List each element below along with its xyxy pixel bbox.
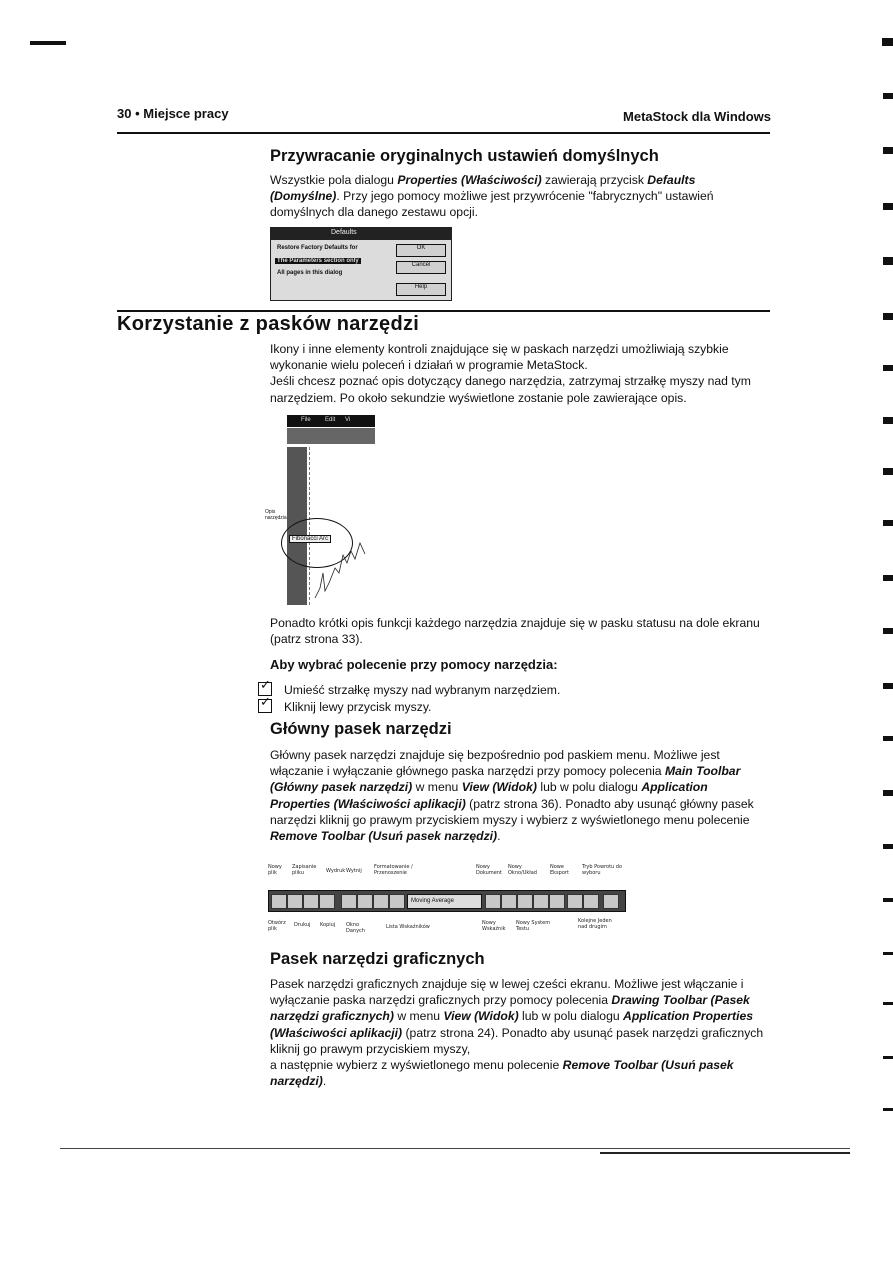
- print-icon[interactable]: [319, 894, 335, 909]
- toolbar-label-bottom: Kopiuj: [320, 922, 336, 928]
- howto-title: Aby wybrać polecenie przy pomocy narzędzia:: [270, 657, 558, 672]
- data-window-icon[interactable]: [389, 894, 405, 909]
- indicator-list-combo[interactable]: Moving Average: [407, 894, 482, 909]
- step-2: ✓Kliknij lewy przycisk myszy.: [258, 699, 431, 715]
- edge-mark: [883, 683, 893, 689]
- paragraph-main-toolbar: Główny pasek narzędzi znajduje się bezpośrednio pod paskiem menu. Możliwe jest włączanie i wyłączanie głównego paska narzędzi przy pomocy polecenia Main Toolbar (Główny pasek narzędzi) w menu View (Widok) lub w polu dialogu Application Properties (Właściwości aplikacji) (patrz strona 36). Ponadto aby usunąć główny pasek narzędzi kliknij go prawym przyciskiem myszy i wybierz z wyświetlonego menu polecenie Remove Toolbar (Usuń pasek narzędzi).: [270, 748, 754, 844]
- section-title-main-toolbar: Główny pasek narzędzi: [270, 720, 452, 738]
- toolbar-label-bottom: Lista Wskaźników: [386, 924, 430, 930]
- edge-mark: [883, 790, 893, 796]
- edge-mark: [883, 736, 893, 741]
- edge-mark: [883, 313, 893, 320]
- section-title-drawing-toolbar: Pasek narzędzi graficznych: [270, 950, 485, 968]
- toolbar-label-bottom: Nowy Wskaźnik: [482, 920, 506, 932]
- toolbar-label-top: Nowe Eksport: [550, 864, 569, 876]
- open-file-icon[interactable]: [287, 894, 303, 909]
- new-document-icon[interactable]: [485, 894, 501, 909]
- toolbar-label-top: Nowy plik: [268, 864, 282, 876]
- header-bullet: •: [135, 106, 140, 121]
- bottom-scan-rule: [600, 1152, 850, 1154]
- tooltip-screenshot-menubar: File Edit Vi: [287, 415, 375, 427]
- edge-mark: [883, 417, 893, 424]
- page-header-left: [117, 106, 229, 121]
- help-pointer-icon[interactable]: [603, 894, 619, 909]
- edge-mark: [883, 898, 893, 902]
- toolbar-label-bottom: Okno Danych: [346, 922, 365, 934]
- cascade-icon[interactable]: [567, 894, 583, 909]
- defaults-dialog-screenshot: [270, 227, 452, 301]
- main-toolbar-strip: [268, 890, 626, 912]
- price-line: [265, 413, 405, 608]
- dialog-titlebar: [271, 228, 451, 240]
- edge-mark: [883, 1056, 893, 1059]
- edge-mark: [883, 520, 893, 526]
- toolbar-label-top: Zapisanie pliku: [292, 864, 317, 876]
- section-title-defaults: Przywracanie oryginalnych ustawień domyślnych: [270, 147, 659, 165]
- main-toolbar-figure: [268, 862, 628, 952]
- edge-mark: [883, 952, 893, 955]
- edge-mark: [883, 575, 893, 581]
- edge-mark: [883, 257, 893, 265]
- toolbar-label-top: Nowy Dokument: [476, 864, 502, 876]
- checkbox-icon: [258, 682, 272, 696]
- new-indicator-icon[interactable]: [501, 894, 517, 909]
- new-layout-icon[interactable]: [517, 894, 533, 909]
- save-icon[interactable]: [303, 894, 319, 909]
- cut-icon[interactable]: [341, 894, 357, 909]
- edge-mark: [883, 365, 893, 371]
- edge-mark: [883, 468, 893, 475]
- paragraph-toolbars-intro: Ikony i inne elementy kontroli znajdujące się w paskach narzędzi umożliwiają szybkie wykonanie wielu poleceń i działań w programie MetaStock. Jeśli chcesz poznać opis dotyczący danego narzędzia, zatrzymaj strzałkę myszy nad tym narzędziem. Po około sekundzie wyświetlone zostanie pole zawierające opis.: [270, 342, 751, 405]
- edge-mark: [882, 38, 893, 46]
- tile-icon[interactable]: [583, 894, 599, 909]
- step-1: ✓Umieść strzałkę myszy nad wybranym narzędziem.: [258, 682, 560, 698]
- bottom-scan-rule: [60, 1148, 850, 1149]
- dialog-option-restore: Restore Factory Defaults for: [277, 245, 358, 251]
- page-number: 30: [117, 106, 132, 121]
- toolbar-label-top: Tryb Powrotu do wyboru: [582, 864, 623, 876]
- paragraph-drawing-toolbar: Pasek narzędzi graficznych znajduje się w lewej cześci ekranu. Możliwe jest włączanie i wyłączanie paska narzędzi graficznych przy pomocy polecenia Drawing Toolbar (Pasek narzędzi graficznych) w menu View (Widok) lub w polu dialogu Application Properties (Właściwości aplikacji) (patrz strona 24). Ponadto aby usunąć pasek narzędzi graficznych kliknij go prawym przyciskiem myszy, a następnie wybierz z wyświetlonego menu polecenie Remove Toolbar (Usuń pasek narzędzi).: [270, 977, 764, 1089]
- section-title-toolbars: Korzystanie z pasków narzędzi: [117, 313, 420, 335]
- toolbar-label-top: Formatowanie / Przenoszenie: [374, 864, 413, 876]
- format-icon[interactable]: [373, 894, 389, 909]
- dialog-cancel-button[interactable]: Cancel: [396, 261, 446, 274]
- checkbox-icon: [258, 699, 272, 713]
- edge-mark: [883, 147, 893, 154]
- scan-dash: [30, 41, 66, 45]
- dialog-option-parameters: The Parameters section only: [277, 258, 359, 264]
- explorer-icon[interactable]: [549, 894, 565, 909]
- dialog-help-button[interactable]: Help: [396, 283, 446, 296]
- paragraph-defaults: Wszystkie pola dialogu Properties (Właściwości) zawierają przycisk Defaults (Domyślne). Przy jego pomocy możliwe jest przywrócenie "fabrycznych" ustawień domyślnych dla danego zestawu opcji.: [270, 173, 714, 220]
- edge-mark: [883, 844, 893, 849]
- paragraph-status-bar: Ponadto krótki opis funkcji każdego narzędzia znajduje się w pasku statusu na dole ekranu (patrz strona 33).: [270, 616, 760, 647]
- toolbar-label-top: Wydruk: [326, 868, 346, 874]
- new-file-icon[interactable]: [271, 894, 287, 909]
- edge-mark: [883, 203, 893, 210]
- copy-icon[interactable]: [357, 894, 373, 909]
- toolbar-label-bottom: Nowy System Testu: [516, 920, 551, 932]
- edge-mark: [883, 93, 893, 99]
- header-section: Miejsce pracy: [143, 106, 229, 121]
- toolbar-label-bottom: Drukuj: [294, 922, 311, 928]
- tooltip-screenshot: [265, 413, 405, 608]
- tooltip-box: Fibonacci Arc: [289, 535, 331, 543]
- dialog-title: Defaults: [331, 229, 357, 236]
- dialog-ok-button[interactable]: OK: [396, 244, 446, 257]
- header-book-title: MetaStock dla Windows: [623, 109, 771, 124]
- tool-description-label: Opis narzędzia: [265, 509, 287, 521]
- section-rule-toolbars: [117, 310, 770, 312]
- toolbar-label-top: Nowy Okno/Układ: [508, 864, 537, 876]
- toolbar-label-bottom: Otwórz plik: [268, 920, 286, 932]
- edge-mark: [883, 628, 893, 634]
- toolbar-label-bottom: Kolejne Jeden nad drugim: [578, 918, 612, 930]
- system-test-icon[interactable]: [533, 894, 549, 909]
- edge-mark: [883, 1002, 893, 1005]
- dialog-option-all-pages: All pages in this dialog: [277, 270, 343, 276]
- toolbar-label-top: Wytnij: [346, 868, 362, 874]
- header-rule: [117, 132, 770, 134]
- edge-mark: [883, 1108, 893, 1111]
